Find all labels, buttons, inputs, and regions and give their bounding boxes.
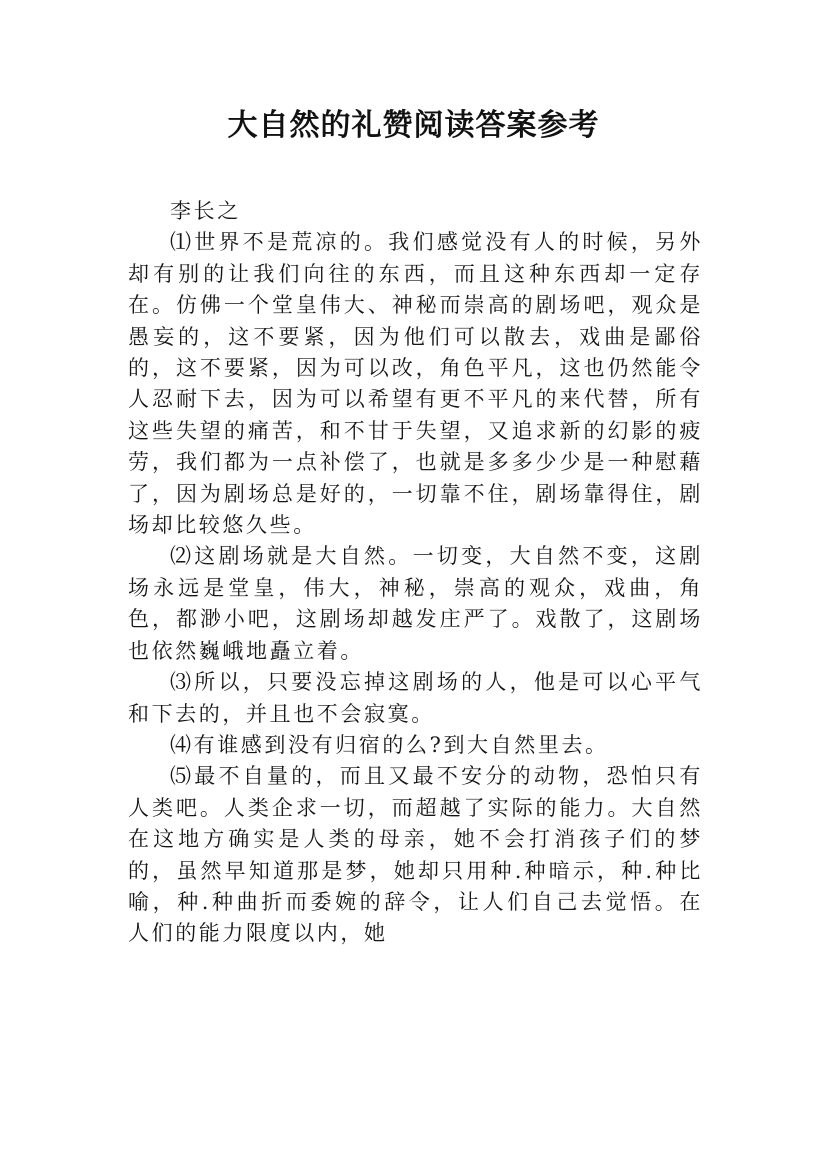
author-line: 李长之 (170, 199, 241, 223)
document-title: 大自然的礼赞阅读答案参考 (227, 108, 600, 143)
paragraph-5: ⑸最不自量的，而且又最不安分的动物，恐怕只有人类吧。人类企求一切，而超越了实际的能力。大自然在这地方确实是人类的母亲，她不会打消孩子们的梦的，虽然早知道那是梦，她却只用种.种暗示，种.种比喻，种.种曲折而委婉的辞令，让人们自己去觉悟。在人们的能力限度以内，她 (128, 764, 703, 946)
paragraph-2: ⑵这剧场就是大自然。一切变，大自然不变，这剧场永远是堂皇，伟大，神秘，崇高的观众，戏曲，角色，都渺小吧，这剧场却越发庄严了。戏散了，这剧场也依然巍峨地矗立着。 (128, 544, 703, 663)
paragraph-3: ⑶所以，只要没忘掉这剧场的人，他是可以心平气和下去的，并且也不会寂寞。 (128, 670, 703, 726)
paragraph-1: ⑴世界不是荒凉的。我们感觉没有人的时候，另外却有别的让我们向往的东西，而且这种东西却一定存在。仿佛一个堂皇伟大、神秘而崇高的剧场吧，观众是愚妄的，这不要紧，因为他们可以散去，戏曲是鄙俗的，这不要紧，因为可以改，角色平凡，这也仍然能令人忍耐下去，因为可以希望有更不平凡的来代替，所有这些失望的痛苦，和不甘于失望，又追求新的幻影的疲劳，我们都为一点补偿了，也就是多多少少是一种慰藉了，因为剧场总是好的，一切靠不住，剧场靠得住，剧场却比较悠久些。 (128, 230, 703, 538)
document-body (128, 196, 703, 950)
paragraph-4: ⑷有谁感到没有归宿的么?到大自然里去。 (170, 732, 609, 757)
